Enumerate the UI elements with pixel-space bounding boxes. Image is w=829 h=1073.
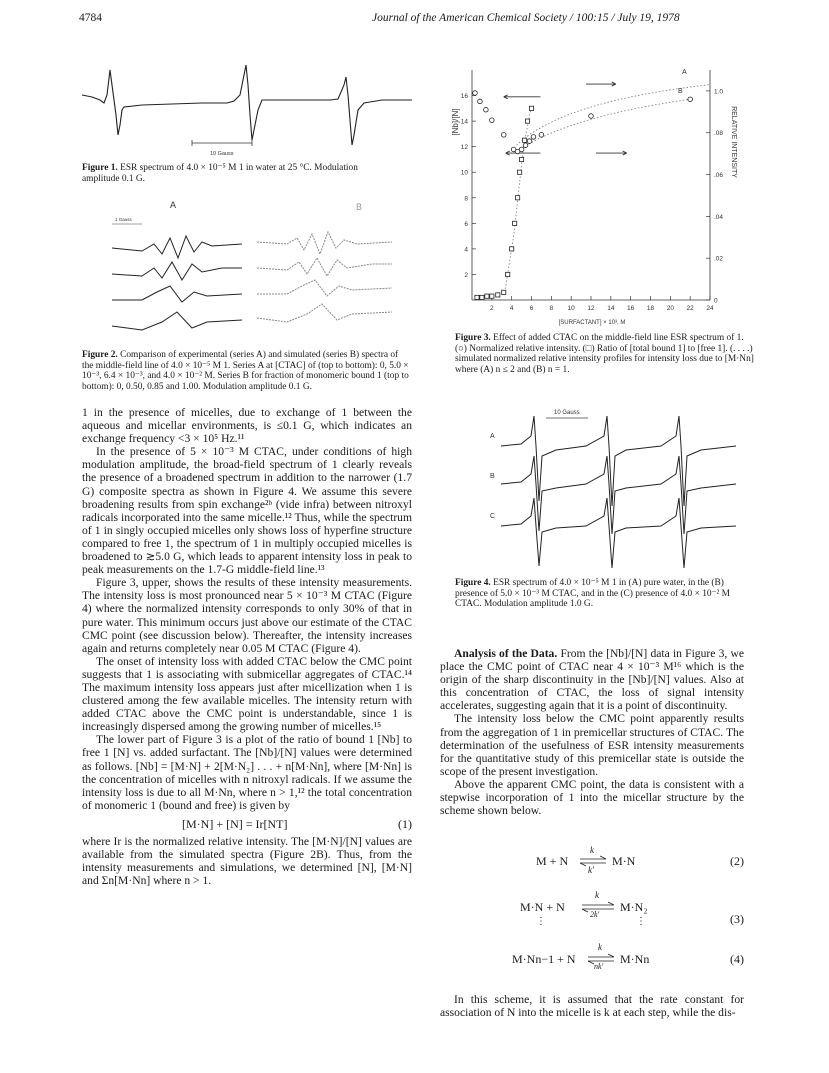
figure1-trace [82, 65, 412, 145]
figure2-trace-b3 [257, 280, 392, 296]
analysis-heading: Analysis of the Data. [454, 647, 558, 660]
figure3-ratio-point [485, 294, 489, 298]
figure3-intensity-point [473, 91, 478, 96]
figure3-left-tick-label: 10 [460, 169, 468, 177]
figure3-right-tick-label: .04 [714, 213, 724, 221]
right-column-end [440, 993, 744, 1019]
figure3-intensity-point [531, 135, 536, 140]
figure3-x-tick-label: 8 [549, 305, 554, 312]
figure3-left-tick-label: 14 [460, 118, 468, 126]
figure3-ratio-point [496, 293, 500, 297]
figure2-series-a-label: A [170, 200, 177, 210]
figure3-right-tick-label: 0 [714, 297, 718, 305]
figure3-left-tick-label: 2 [464, 271, 468, 279]
figure3-x-tick-label: 14 [607, 305, 615, 312]
figure2-trace-a2 [112, 262, 242, 280]
figure4-trace-label-b: B [490, 473, 495, 480]
figure3-x-tick-label: 16 [627, 305, 635, 312]
figure3-intensity-point [589, 114, 594, 119]
figure3-ratio-point [525, 119, 529, 123]
figure4-trace-label-a: A [490, 433, 495, 440]
figure3-intensity-point [527, 139, 532, 144]
left-paragraph-6: where Ir is the normalized relative intensity. The [M·N]/[N] values are available from the simulated spectra (Figure 2B). Thus, from the intensity measurements and simulations, we determined [N], [M·N] and Σn[M·Nn] where n > 1. [82, 834, 412, 888]
figure3-intensity-point [484, 107, 489, 112]
figure3-ratio-point [518, 170, 522, 174]
figure2-trace-a4 [112, 312, 242, 330]
equation-4: M·Nn−1 + N k nk′ M·Nn (4) [512, 942, 744, 971]
figure1-caption: Figure 1. ESR spectrum of 4.0 × 10⁻⁵ M 1 in water at 25 °C. Modulation amplitude 0.1 G. [82, 163, 358, 184]
figure2-trace-b1 [257, 232, 392, 254]
figure3-right-tick-label: .06 [714, 172, 724, 180]
figure2-trace-a3 [112, 286, 242, 302]
figure3-ratio-point [513, 221, 517, 225]
figure3-ratio-point [506, 272, 510, 276]
figure3-ratio-point [519, 157, 523, 161]
figure3-right-tick-label: .08 [714, 130, 724, 138]
figure3-ratio-point [510, 247, 514, 251]
figure3-ratio-point [522, 138, 526, 142]
figure2-trace-b4 [257, 304, 392, 322]
figure4-caption: Figure 4. ESR spectrum of 4.0 × 10⁻⁵ M 1 in (A) pure water, in the (B) presence of 5.0 × 10⁻³ M CTAC, and in the (C) presence of 4.0 × 10⁻² M CTAC. Modulation amplitude 1.0 G. [455, 578, 731, 610]
figure2-spectra [82, 196, 412, 346]
left-column [82, 406, 412, 887]
equation-2: M + N k k′ M·N (2) [536, 845, 744, 875]
figure3-intensity-point [523, 143, 528, 148]
equation-3: M·N + N k 2k′ M·N₂ (3) ⋮ ⋮ [520, 890, 744, 927]
figure3-ratio-point [480, 295, 484, 299]
right-paragraph-3: Above the apparent CMC point, the data is consistent with a stepwise incorporation of 1 into the micellar structure by the scheme shown below. [440, 777, 744, 818]
figure1-scale-label: 10 Gauss [210, 151, 234, 157]
right-paragraph-2: The intensity loss below the CMC point apparently results from the aggregation of 1 in premicellar structures of CTAC. The determination of the usefulness of ESR intensity measurements for the quantitative study of this premicellar state is outside the scope of the present investigation. [440, 712, 744, 778]
equation-1 [82, 815, 412, 835]
equation-1-body: [M·N] + [N] = Ir[NT] [182, 816, 288, 831]
figure4-scale-label: 10 Gauss [554, 410, 580, 416]
figure3-x-tick-label: 20 [666, 305, 674, 312]
figure3-x-axis-label: [SURFACTANT] × 10³, M [558, 320, 626, 326]
figure2-caption: Figure 2. Comparison of experimental (series A) and simulated (series B) spectra of the middle-field line of 4.0 × 10⁻⁵ M 1. Series A at [CTAC] of (top to bottom): 0, 5.0 × 10⁻³, 6.4 × 10⁻³, and 4.0 × 10⁻² M. Series B for fraction of monomeric bound 1 (top to bottom): 0, 0.50, 0.85 and 1.00. Modulation amplitude 0.1 G. [82, 350, 409, 392]
figure3-left-tick-label: 16 [460, 93, 468, 101]
page-number: 4784 [79, 12, 102, 24]
figure3-ratio-point [502, 290, 506, 294]
figure3-x-tick-label: 22 [686, 305, 694, 312]
left-paragraph-4: The onset of intensity loss with added CTAC below the CMC point suggests that 1 is associating with submicellar aggregates of CTAC.¹⁴ The maximum intensity loss appears just after micellization when 1 is clustered among the few available micelles. The intensity return with added CTAC above the CMC point is understandable, since 1 is increasingly dispersed among the growing number of micelles.¹⁵ [82, 654, 412, 734]
figure2-series-b-label: B [356, 202, 363, 212]
figure3-x-tick-label: 2 [490, 305, 494, 312]
figure3-left-tick-label: 4 [464, 246, 468, 254]
equation-1-number: (1) [398, 816, 412, 831]
figure3-ratio-point [475, 295, 479, 299]
figure3-caption: Figure 3. Effect of added CTAC on the middle-field line ESR spectrum of 1. (○) Normalized relative intensity. (□) Ratio of [total bound 1] to [free 1]. (. . . .) simulated normalized relative intensity profiles for intensity loss due to [M·Nn] where (A) n ≤ 2 and (B) n = 1. [455, 333, 754, 375]
figure3-left-axis-label: [Nb]/[N] [451, 108, 460, 136]
left-paragraph-3: Figure 3, upper, shows the results of these intensity measurements. The intensity loss is most pronounced near 5 × 10⁻³ M CTAC (Figure 4) where the normalized intensity corresponds to only 30% of that in pure water. This minimum occurs just above our estimate of the CTAC CMC point (see discussion below). Thereafter, the intensity increases again and returns completely near 0.05 M CTAC (Figure 4). [82, 576, 412, 655]
figure3-intensity-point [519, 147, 524, 152]
figure3-intensity-point [539, 133, 544, 138]
figure3-right-axis-label: RELATIVE INTENSITY [730, 106, 737, 178]
figure3-x-tick-label: 12 [587, 305, 595, 312]
figure3-x-tick-label: 4 [509, 305, 514, 312]
figure3-left-tick-label: 12 [460, 144, 468, 152]
figure4-trace-label-c: C [490, 513, 496, 520]
figure3-ratio-point [490, 294, 494, 298]
figure3-left-tick-label: 8 [464, 195, 468, 203]
figure2-trace-b2 [257, 258, 392, 276]
figure2-scale-label: 1 Gauss [115, 217, 132, 222]
figure2-trace-a1 [112, 236, 242, 258]
figure4-spectra [476, 406, 746, 574]
figure3-curve-label-a: A [682, 69, 687, 76]
journal-running-header: Journal of the American Chemical Society / 100:15 / July 19, 1978 [372, 12, 680, 24]
right-column [440, 647, 744, 817]
figure3-ratio-point [516, 196, 520, 200]
figure3-chart [442, 62, 747, 330]
figure3-x-tick-label: 6 [529, 305, 534, 312]
left-paragraph-5: The lower part of Figure 3 is a plot of the ratio of bound 1 [Nb] to free 1 [N] vs. added surfactant. The [Nb]/[N] values were determined as follows. [Nb] = [M·N] + 2[M·N₂] . . . + n[M·Nn], where [M·Nn] is the concentration of micelles with n nitroxyl radicals. If we assume the intensity loss is due to all M·Nn, where n > 1,¹² the total concentration of monomeric 1 (bound and free) is given by [82, 733, 412, 812]
figure3-intensity-point [490, 118, 495, 123]
figure3-x-tick-label: 18 [646, 305, 655, 312]
figure3-x-tick-label: 10 [567, 305, 575, 312]
figure3-right-tick-label: .02 [714, 255, 724, 263]
figure3-right-tick-label: 1.0 [714, 88, 724, 96]
left-paragraph-2: In the presence of 5 × 10⁻³ M CTAC, under conditions of high modulation amplitude, the broad-field spectrum of 1 clearly reveals the presence of a broadened spectrum in addition to the narrower (1.7 G) composite spectra as shown in Figure 4. We assume this severe broadening results from spin exchange²ᵇ (vide infra) between nitroxyl radicals incorporated into the same micelle.¹² Thus, while the spectrum of 1 in singly occupied micelles only shows loss of hyperfine structure compared to free 1, the spectrum of 1 in multiply occupied micelles is broadened to ≳5.0 G, which leads to apparent intensity loss in peak to peak measurements on the 1.7-G middle-field line.¹³ [82, 445, 412, 577]
figure3-curve-label-b: B [678, 88, 683, 95]
figure4-trace-b [501, 456, 736, 534]
figure1-spectrum [82, 55, 412, 160]
figure3-intensity-point [688, 97, 693, 102]
right-paragraph-4: In this scheme, it is assumed that the rate constant for association of N into the micelle is k at each step, while the dis- [440, 993, 744, 1020]
left-paragraph-1: 1 in the presence of micelles, due to exchange of 1 between the aqueous and micellar environments, is ≤0.1 G, which indicates an exchange frequency <3 × 10⁵ Hz.¹¹ [82, 406, 412, 446]
figure3-left-tick-label: 6 [464, 220, 468, 228]
right-paragraph-1: Analysis of the Data. From the [Nb]/[N] data in Figure 3, we place the CMC point of CTAC near 4 × 10⁻³ M¹⁶ which is the origin of the sharp discontinuity in the [Nb]/[N] values. Also at this concentration of CTAC, the loss of signal intensity accelerates, suggesting again that it is a point of discontinuity. [440, 647, 744, 713]
figure4-trace-c [501, 498, 736, 568]
figure3-intensity-point [501, 133, 506, 138]
figure3-x-tick-label: 24 [706, 305, 714, 312]
figure3-ratio-point [529, 106, 533, 110]
figure3-sim-curve-b [520, 99, 691, 149]
figure3-intensity-point [478, 99, 483, 104]
